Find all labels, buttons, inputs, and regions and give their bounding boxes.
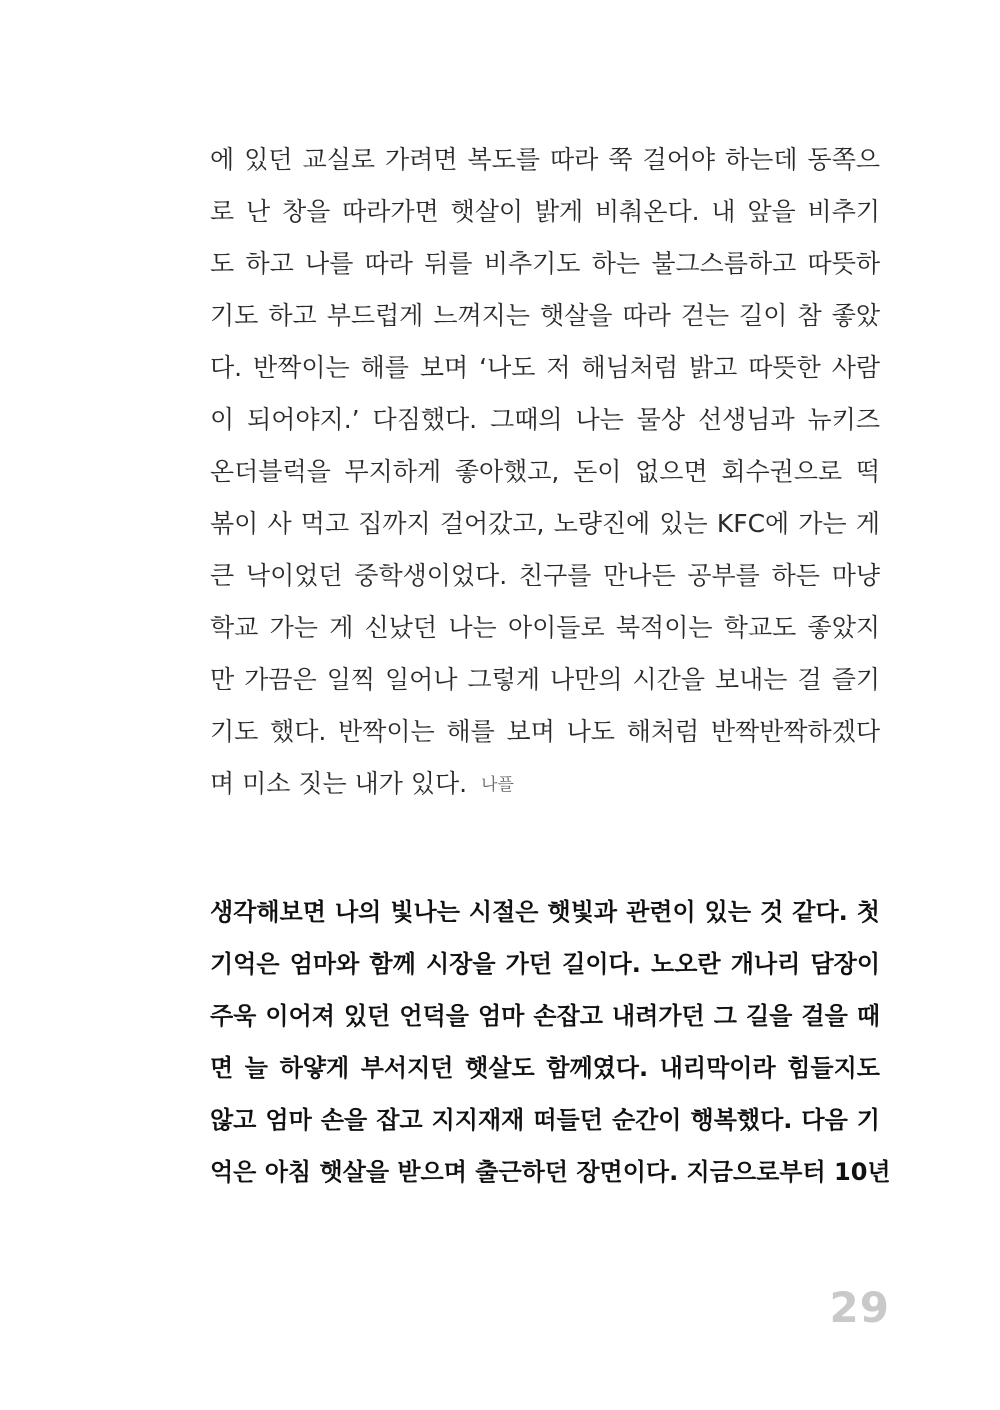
text-line: 로 난 창을 따라가면 햇살이 밝게 비춰온다. 내 앞을 비추기 [210,197,880,226]
text-line: 온더블럭을 무지하게 좋아했고, 돈이 없으면 회수권으로 떡 [210,457,880,486]
text-line: 기억은 엄마와 함께 시장을 가던 길이다. 노오란 개나리 담장이 [210,950,880,978]
text-line: 에 있던 교실로 가려면 복도를 따라 쭉 걸어야 하는데 동쪽으 [210,145,880,174]
text-line-last [210,758,880,810]
text-line: 만 가끔은 일찍 일어나 그렇게 나만의 시간을 보내는 걸 즐기 [210,665,880,694]
text-line: 기도 하고 부드럽게 느껴지는 햇살을 따라 걷는 길이 참 좋았 [210,301,880,330]
essay-section-1 [210,134,880,810]
text-line: 기도 했다. 반짝이는 해를 보며 나도 해처럼 반짝반짝하겠다 [210,717,880,746]
text-line: 생각해보면 나의 빛나는 시절은 햇빛과 관련이 있는 것 같다. 첫 [210,898,880,926]
text-line: 도 하고 나를 따라 뒤를 비추기도 하는 불그스름하고 따뜻하 [210,249,880,278]
text-line: 학교 가는 게 신났던 나는 아이들로 북적이는 학교도 좋았지 [210,613,880,642]
text-line: 주욱 이어져 있던 언덕을 엄마 손잡고 내려가던 그 길을 걸을 때 [210,1002,880,1030]
text-line: 억은 아침 햇살을 받으며 출근하던 장면이다. 지금으로부터 10년 [210,1158,891,1186]
text-line: 않고 엄마 손을 잡고 지지재재 떠들던 순간이 행복했다. 다음 기 [210,1106,880,1134]
page-number: 29 [829,1283,890,1332]
text-line: 다. 반짝이는 해를 보며 ‘나도 저 해님처럼 밝고 따뜻한 사람 [210,353,880,382]
last-line-text: 며 미소 짓는 내가 있다. [210,769,468,798]
text-line: 볶이 사 먹고 집까지 걸어갔고, 노량진에 있는 KFC에 가는 게 [210,509,880,538]
text-line: 면 늘 하얗게 부서지던 햇살도 함께였다. 내리막이라 힘들지도 [210,1054,880,1082]
text-line: 이 되어야지.’ 다짐했다. 그때의 나는 물상 선생님과 뉴키즈 [210,405,880,434]
essay-section-2 [210,886,891,1198]
text-line: 큰 낙이었던 중학생이었다. 친구를 만나든 공부를 하든 마냥 [210,561,880,590]
author-signature: 나플 [481,775,514,795]
